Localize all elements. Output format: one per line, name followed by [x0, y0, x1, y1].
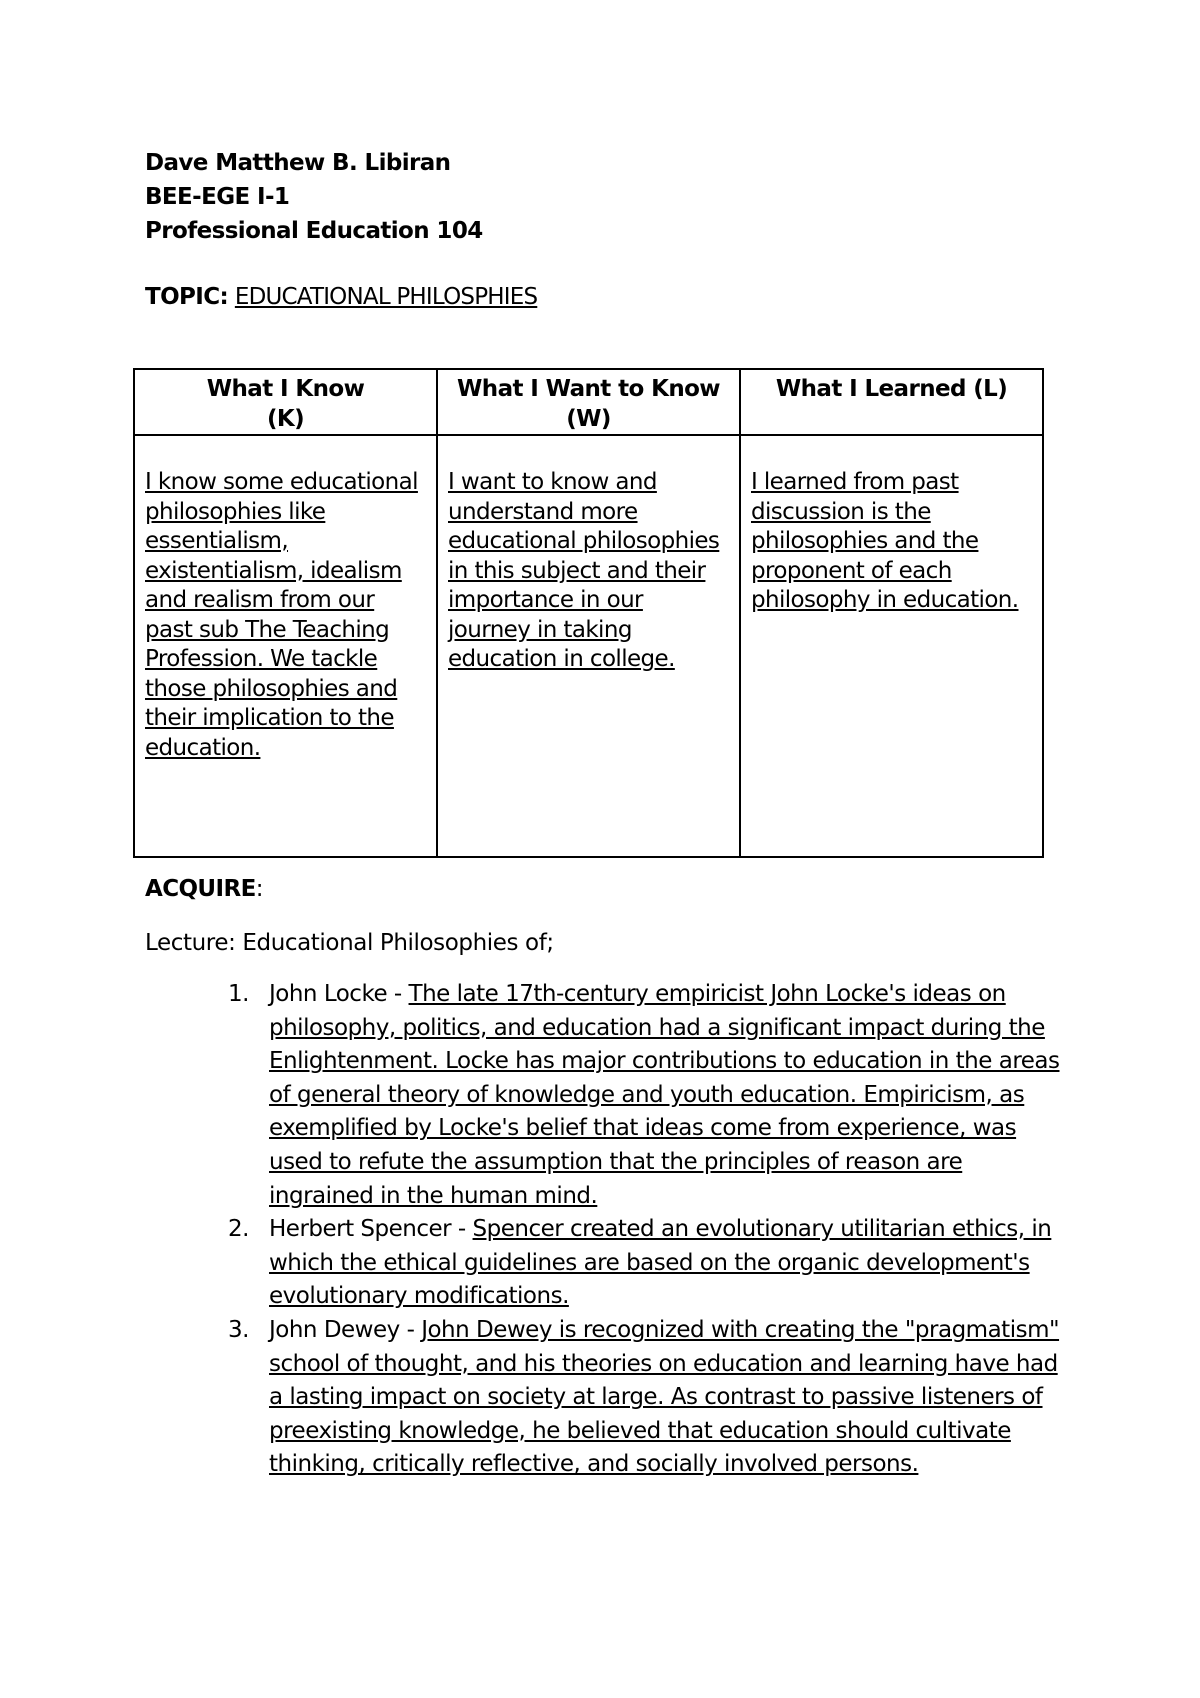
- topic-label: TOPIC:: [145, 284, 229, 310]
- acquire-label: ACQUIRE: [145, 876, 256, 902]
- kwl-header-sub: (K): [266, 406, 305, 432]
- course-title: Professional Education 104: [145, 218, 483, 244]
- list-item: [228, 1213, 1068, 1314]
- topic-line: [145, 280, 537, 314]
- kwl-cell-text: I know some educational philosophies like essentialism, existentialism, idealism and realism from our past sub The Teaching Profession. We tackle those philosophies and their implication to the education.: [145, 469, 418, 761]
- kwl-cell-know: [134, 435, 437, 857]
- kwl-content-row: [134, 435, 1043, 857]
- kwl-table: [133, 368, 1044, 858]
- list-item-description: John Dewey is recognized with creating the "pragmatism" school of thought, and his theories on education and learning have had a lasting impact on society at large. As contrast to passive listeners of preexisting knowledge, he believed that education should cultivate thinking, critically reflective, and socially involved persons.: [269, 1316, 1060, 1478]
- kwl-header-sub: (W): [566, 406, 611, 432]
- student-section: BEE-EGE I-1: [145, 184, 290, 210]
- kwl-header-know: [134, 369, 437, 435]
- list-item-description: Spencer created an evolutionary utilitarian ethics, in which the ethical guidelines are based on the organic development's evolutionary modifications.: [269, 1216, 1052, 1310]
- kwl-header-title: What I Want to Know: [457, 376, 720, 402]
- kwl-header-title: What I Learned (L): [775, 376, 1008, 402]
- list-item-name: John Locke -: [269, 981, 409, 1007]
- student-header: [145, 146, 483, 248]
- list-item-description: The late 17th-century empiricist John Locke's ideas on philosophy, politics, and education had a significant impact during the Enlightenment. Locke has major contributions to education in the areas of general theory of knowledge and youth education. Empiricism, as exemplified by Locke's belief that ideas come from experience, was used to refute the assumption that the principles of reason are ingrained in the human mind.: [269, 981, 1060, 1209]
- philosophers-list: [228, 978, 1068, 1482]
- topic-value: EDUCATIONAL PHILOSPHIES: [234, 284, 538, 310]
- kwl-cell-text: I want to know and understand more educational philosophies in this subject and their importance in our journey in taking education in college.: [448, 469, 720, 672]
- list-item-number: 3.: [228, 1316, 249, 1343]
- list-item-number: 1.: [228, 981, 249, 1007]
- list-item-number: 2.: [228, 1216, 249, 1243]
- list-item: [228, 1314, 1068, 1482]
- list-item: [228, 978, 1068, 1213]
- kwl-cell-want: [437, 435, 740, 857]
- kwl-header-learned: [740, 369, 1043, 435]
- student-name: Dave Matthew B. Libiran: [145, 150, 451, 176]
- list-item-name: John Dewey -: [269, 1316, 422, 1343]
- list-item-name: Herbert Spencer -: [269, 1216, 473, 1243]
- kwl-header-row: [134, 369, 1043, 435]
- lecture-line: Lecture: Educational Philosophies of;: [145, 930, 554, 956]
- acquire-heading: [145, 872, 263, 906]
- kwl-header-want: [437, 369, 740, 435]
- kwl-cell-text: I learned from past discussion is the philosophies and the proponent of each philosophy in education.: [751, 469, 1019, 613]
- kwl-header-title: What I Know: [206, 376, 365, 402]
- kwl-cell-learned: [740, 435, 1043, 857]
- acquire-colon: :: [255, 876, 263, 902]
